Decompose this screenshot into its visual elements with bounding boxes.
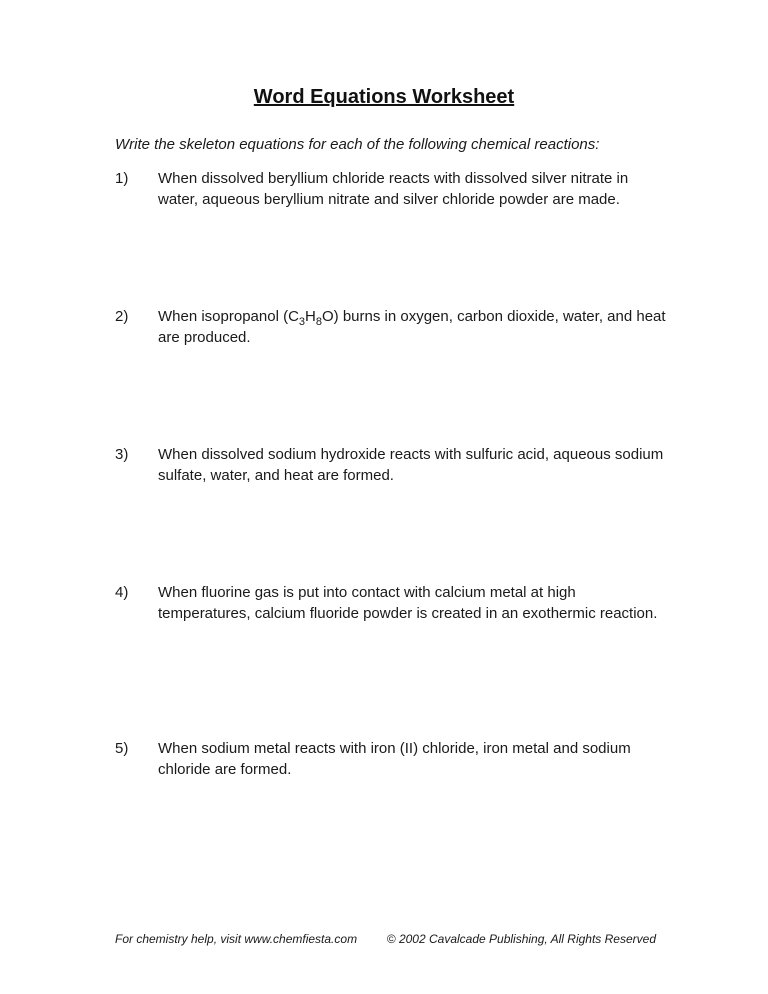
question-text: When sodium metal reacts with iron (II) chloride, iron metal and sodium chloride are formed. bbox=[158, 740, 631, 778]
page-title: Word Equations Worksheet bbox=[253, 86, 515, 108]
question-item-2 bbox=[115, 306, 668, 348]
question-number: 5) bbox=[115, 740, 129, 757]
question-number: 2) bbox=[115, 308, 129, 325]
question-item-1 bbox=[115, 168, 668, 210]
instruction-text: Write the skeleton equations for each of the following chemical reactions: bbox=[115, 136, 600, 153]
question-item-4 bbox=[115, 582, 668, 624]
question-text: When dissolved sodium hydroxide reacts with sulfuric acid, aqueous sodium sulfate, water, and heat are formed. bbox=[158, 446, 664, 484]
question-text: When dissolved beryllium chloride reacts with dissolved silver nitrate in water, aqueous beryllium nitrate and silver chloride powder are made. bbox=[158, 170, 629, 208]
question-text bbox=[158, 306, 668, 348]
question-item-5 bbox=[115, 738, 668, 780]
chemical-subscript: 3 bbox=[298, 316, 306, 328]
question-number: 1) bbox=[115, 170, 129, 187]
question-number: 4) bbox=[115, 584, 129, 601]
question-number: 3) bbox=[115, 446, 129, 463]
question-item-3 bbox=[115, 444, 668, 486]
footer-copyright-text: © 2002 Cavalcade Publishing, All Rights Reserved bbox=[386, 932, 656, 946]
question-text-part: When isopropanol (C bbox=[158, 308, 299, 325]
page-footer bbox=[115, 932, 656, 946]
question-text: When fluorine gas is put into contact with calcium metal at high temperatures, calcium fluoride powder is created in an exothermic reaction. bbox=[158, 584, 658, 622]
question-text-part: O) burns in oxygen, carbon dioxide, water, and heat are produced. bbox=[158, 308, 666, 346]
footer-help-text: For chemistry help, visit www.chemfiesta.com bbox=[115, 932, 358, 946]
chemical-subscript: 8 bbox=[315, 316, 322, 328]
question-text-part: H bbox=[305, 308, 316, 325]
